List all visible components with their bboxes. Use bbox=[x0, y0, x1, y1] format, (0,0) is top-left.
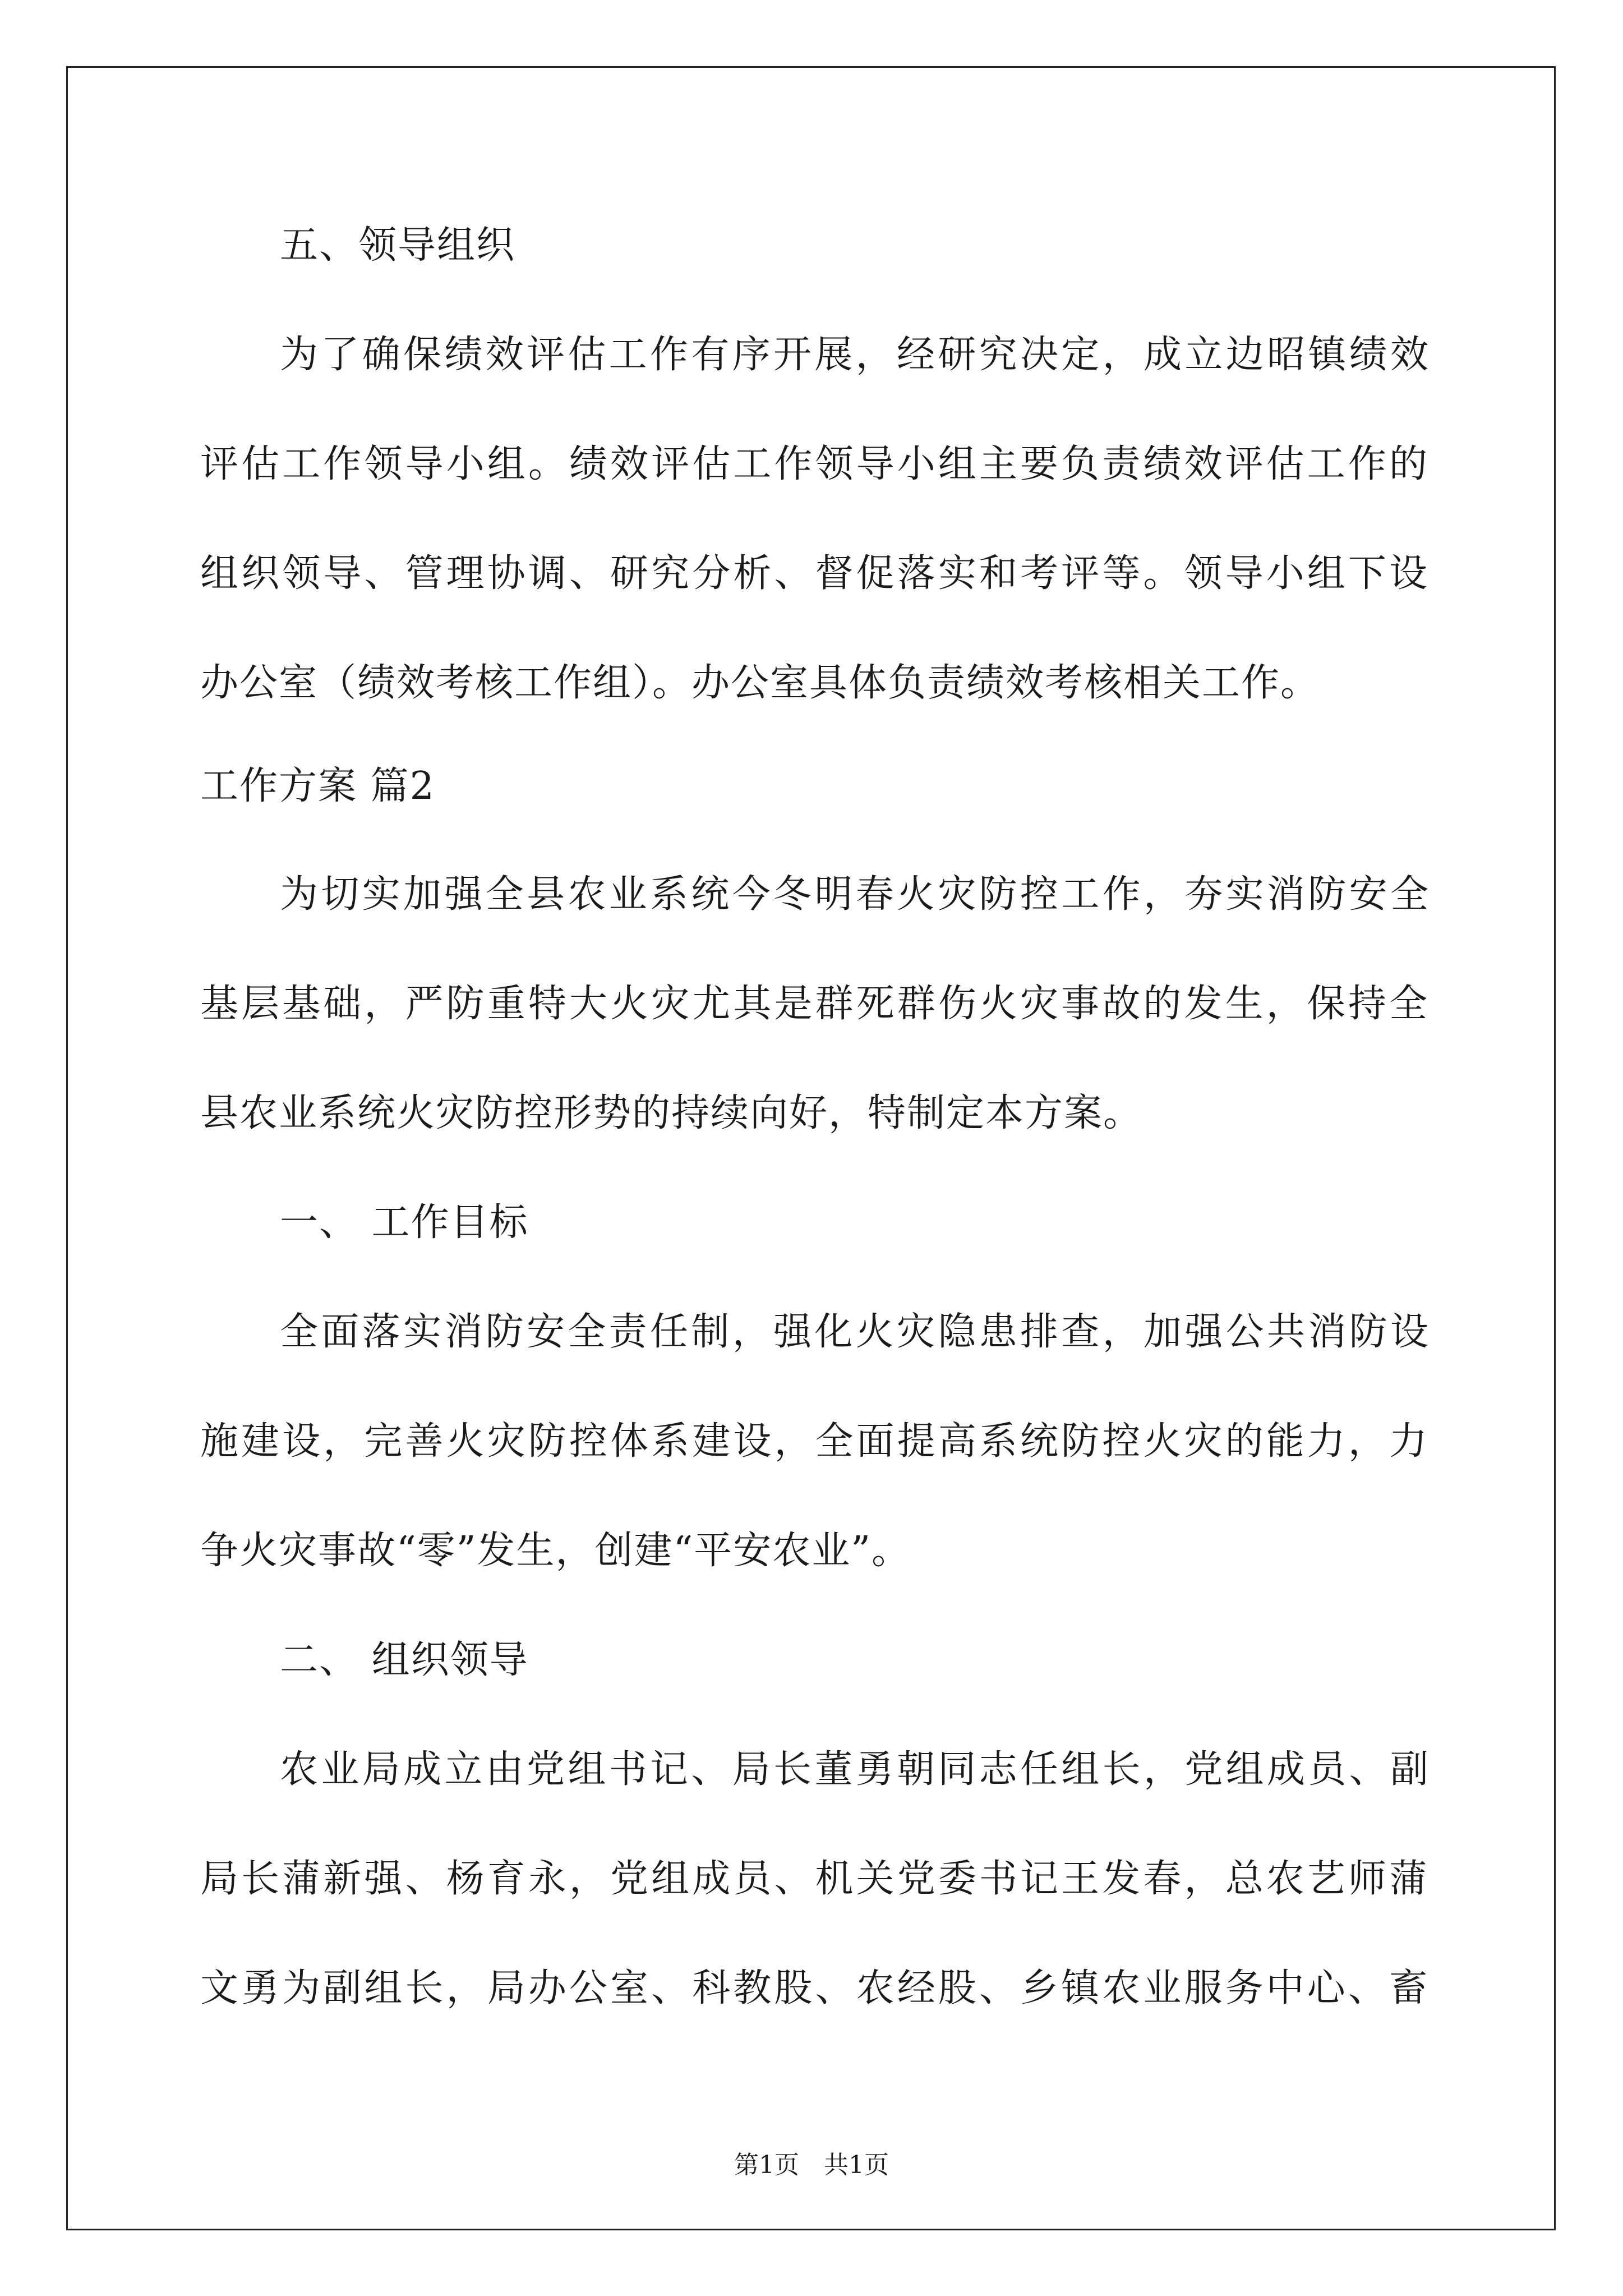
section-heading-leadership: 五、领导组织 bbox=[280, 223, 516, 268]
paragraph-line: 基层基础，严防重特大火灾尤其是群死群伤火灾事故的发生，保持全 bbox=[200, 982, 1428, 1026]
paragraph-line: 为了确保绩效评估工作有序开展，经研究决定，成立边昭镇绩效 bbox=[280, 333, 1430, 377]
paragraph-line: 施建设，完善火灾防控体系建设，全面提高系统防控火灾的能力，力 bbox=[200, 1419, 1428, 1464]
paragraph-line: 文勇为副组长，局办公室、科教股、农经股、乡镇农业服务中心、畜 bbox=[200, 1966, 1428, 2010]
paragraph-line: 县农业系统火灾防控形势的持续向好，特制定本方案。 bbox=[200, 1091, 1143, 1135]
paragraph-line: 办公室（绩效考核工作组）。办公室具体负责绩效考核相关工作。 bbox=[200, 661, 1320, 705]
document-title-part2: 工作方案 篇2 bbox=[200, 764, 435, 808]
paragraph-line: 评估工作领导小组。绩效评估工作领导小组主要负责绩效评估工作的 bbox=[200, 442, 1428, 486]
paragraph-line: 为切实加强全县农业系统今冬明春火灾防控工作，夯实消防安全 bbox=[280, 872, 1430, 917]
section-heading-goals: 一、 工作目标 bbox=[280, 1200, 529, 1245]
paragraph-line: 局长蒲新强、杨育永，党组成员、机关党委书记王发春，总农艺师蒲 bbox=[200, 1857, 1428, 1901]
paragraph-line: 全面落实消防安全责任制，强化火灾隐患排查，加强公共消防设 bbox=[280, 1310, 1430, 1354]
page-footer: 第1页 共1页 bbox=[734, 2151, 889, 2179]
section-heading-organization: 二、 组织领导 bbox=[280, 1638, 529, 1682]
paragraph-line: 农业局成立由党组书记、局长董勇朝同志任组长，党组成员、副 bbox=[280, 1747, 1430, 1792]
paragraph-line: 组织领导、管理协调、研究分析、督促落实和考评等。领导小组下设 bbox=[200, 551, 1428, 596]
paragraph-line: 争火灾事故“零”发生，创建“平安农业”。 bbox=[200, 1529, 911, 1573]
